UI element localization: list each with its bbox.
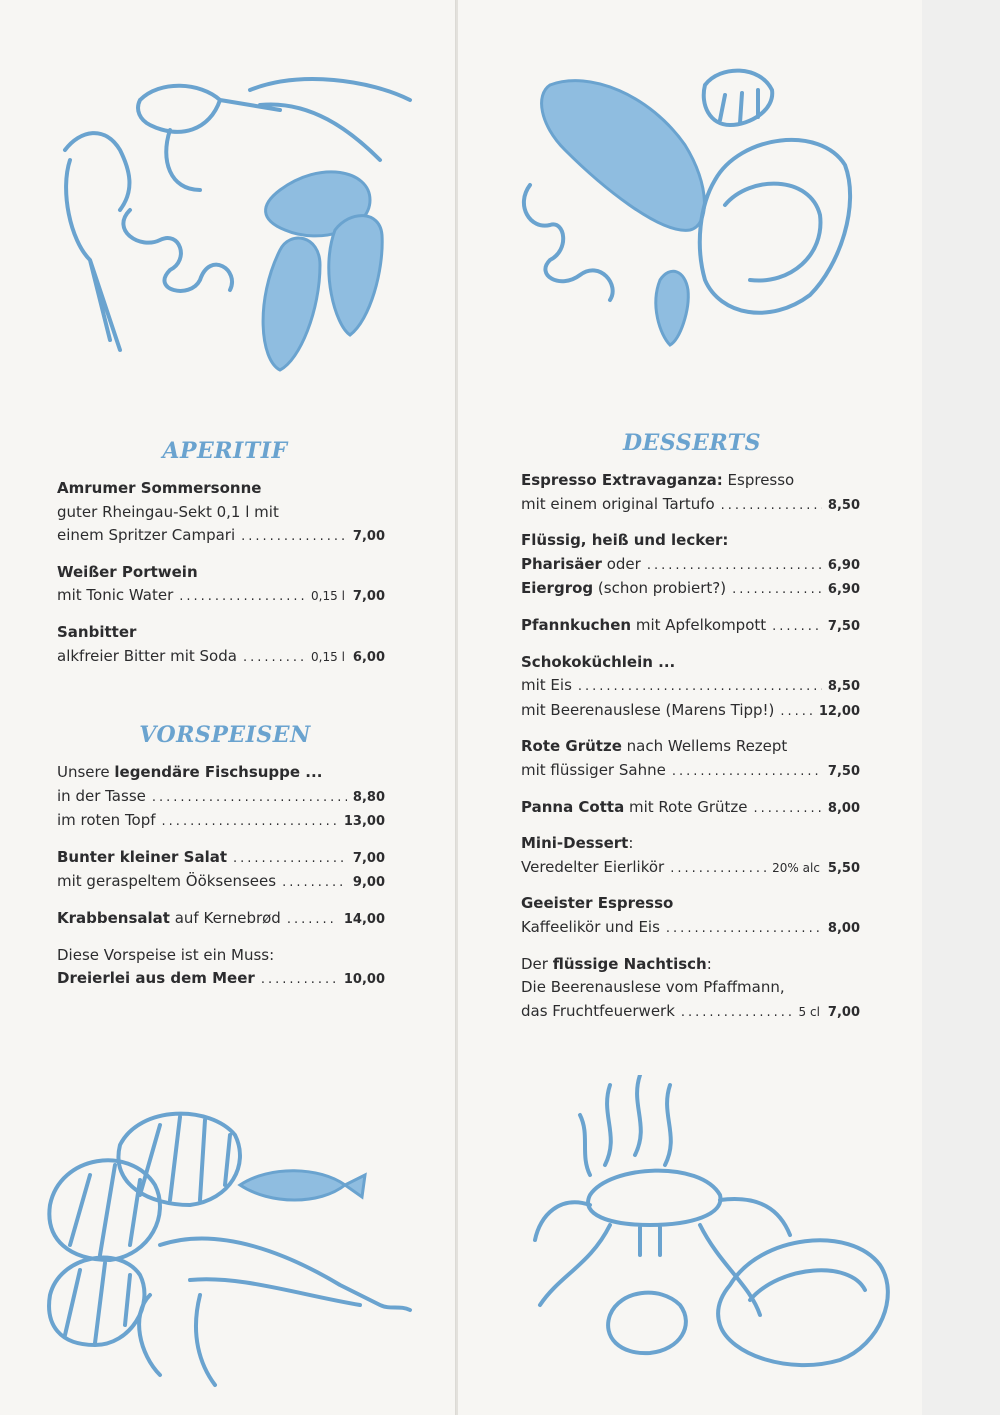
dot-leader [233,847,347,871]
dot-leader [672,760,822,784]
item-name: Geeister Espresso [521,894,674,913]
item-price: 6,90 [827,582,860,598]
item-text [57,846,227,870]
item-description: : [628,834,634,853]
dot-leader [162,810,338,834]
menu-line [57,907,385,932]
menu-item [57,477,385,549]
item-text [57,785,146,809]
item-price: 7,00 [352,850,385,866]
item-description: mit flüssiger Sahne [521,760,666,779]
menu-line [57,944,385,968]
item-description: guter Rheingau-Sekt 0,1 l mit [57,502,279,521]
menu-line [57,621,385,645]
dot-leader [721,494,822,518]
mussel-oyster-illustration [510,65,860,355]
item-name: Krabbensalat [57,908,170,927]
crab-clams-illustration [520,1075,900,1385]
item-name: legendäre Fischsuppe ... [114,763,323,781]
dot-leader [681,1001,793,1025]
menu-line [521,553,860,578]
dot-leader [780,700,812,724]
item-size: 0,15 l [311,649,345,664]
menu-line [521,699,860,724]
item-text [57,645,237,669]
dot-leader [287,908,338,932]
menu-item [521,651,860,724]
item-description: in der Tasse [57,786,146,805]
item-description: mit Beerenauslese (Marens Tipp!) [521,700,775,719]
menu-item [521,529,860,602]
menu-line [57,809,385,834]
dot-leader [670,857,766,881]
menu-line [57,645,385,670]
item-text [521,493,715,517]
aperitif-menu-list [57,477,385,681]
scallops-fish-prawn-illustration [40,1105,440,1395]
dot-leader [152,786,347,810]
item-text [521,699,774,723]
menu-item [57,761,385,834]
menu-line [57,477,385,501]
item-text [521,1000,675,1024]
item-description: Veredelter Eierlikör [521,857,665,876]
item-prefix: Der [521,954,553,973]
dot-leader [243,646,305,670]
item-description: mit Eis [521,676,572,695]
item-price: 7,00 [827,1004,860,1020]
menu-line [521,1000,860,1025]
item-text [521,856,664,880]
item-price: 8,00 [827,920,860,936]
item-description: nach Wellems Rezept [621,737,788,756]
item-name: Panna Cotta [521,797,625,816]
item-price: 9,00 [352,875,385,891]
menu-line [521,796,860,821]
item-description: Diese Vorspeise ist ein Muss: [57,945,275,964]
item-text [521,735,787,759]
item-text [521,469,794,493]
menu-line [57,561,385,585]
item-text [521,614,766,638]
item-text [521,953,712,977]
item-description: mit Rote Grütze [624,797,748,816]
item-text [57,967,255,991]
menu-line [521,529,860,553]
item-text [521,916,660,940]
item-text [521,832,633,856]
menu-item [521,735,860,783]
vorspeisen-menu-list [57,761,385,1004]
item-price: 6,90 [827,557,860,573]
item-text [57,584,173,608]
menu-line [521,614,860,639]
page-fold [456,0,458,1415]
item-description: einem Spritzer Campari [57,526,236,545]
item-price: 5,50 [827,860,860,876]
item-price: 8,80 [352,789,385,805]
item-price: 10,00 [343,972,385,988]
menu-line [57,967,385,992]
item-name: Mini-Dessert [521,834,629,853]
menu-line [57,785,385,810]
item-price: 8,50 [827,679,860,695]
item-description: mit Apfelkompott [631,615,767,634]
aperitif-title: APERITIF [162,438,288,464]
item-description: Die Beerenauslese vom Pfaffmann, [521,978,785,997]
menu-line [521,856,860,881]
item-description: Espresso [722,471,795,489]
menu-line [521,759,860,784]
item-price: 6,00 [352,649,385,665]
item-description: mit Tonic Water [57,586,174,605]
item-name: Pfannkuchen [521,615,632,634]
item-description: das Fruchtfeuerwerk [521,1001,675,1020]
dot-leader [261,968,338,992]
item-text [57,809,156,833]
item-description: Kaffeelikör und Eis [521,917,660,936]
item-description: mit einem original Tartufo [521,494,715,513]
item-text [521,577,726,601]
item-description: (schon probiert?) [593,579,727,598]
item-text [57,870,276,894]
item-price: 8,00 [827,800,860,816]
dot-leader [578,675,822,699]
item-name: Rote Grütze [521,737,622,756]
menu-line [521,953,860,977]
menu-item [521,953,860,1025]
item-name: flüssige Nachtisch [552,954,707,973]
item-size: 20% alc [772,860,820,875]
item-text [57,944,274,968]
dot-leader [732,578,822,602]
item-text [521,529,728,553]
item-name: Espresso Extravaganza: [521,471,723,489]
item-text [57,524,235,548]
dot-leader [772,615,822,639]
item-name: Sanbitter [57,622,137,641]
menu-item [521,469,860,517]
menu-item [57,907,385,932]
menu-item [521,614,860,639]
dot-leader [666,917,822,941]
menu-line [521,469,860,493]
menu-item [521,892,860,940]
item-name: Bunter kleiner Salat [57,847,228,866]
item-price: 7,50 [827,763,860,779]
item-text [521,674,572,698]
menu-line [521,651,860,675]
item-description: : [706,954,712,973]
menu-item [57,561,385,609]
menu-line [57,846,385,871]
item-text [57,561,198,585]
item-price: 13,00 [343,814,385,830]
item-text [521,976,785,1000]
menu-line [521,976,860,1000]
item-description: alkfreier Bitter mit Soda [57,646,237,665]
item-size: 0,15 l [311,589,345,604]
item-text [521,796,747,820]
item-description: im roten Topf [57,811,156,830]
dot-leader [179,585,305,609]
item-text [521,892,673,916]
item-name: Eiergrog [521,579,594,598]
item-name: Schokoküchlein ... [521,652,676,671]
menu-item [57,944,385,992]
item-price: 8,50 [827,497,860,513]
item-text [521,651,675,675]
item-price: 14,00 [343,911,385,927]
menu-line [521,832,860,856]
item-price: 7,50 [827,618,860,634]
dot-leader [647,554,822,578]
dot-leader [753,797,821,821]
menu-line [57,524,385,549]
item-prefix: Unsere [57,763,115,781]
item-description: auf Kernebrød [169,908,281,927]
dot-leader [241,525,347,549]
item-description: mit geraspeltem Ööksensees [57,872,277,891]
item-text [521,553,641,577]
desserts-menu-list [521,469,860,1036]
item-text [57,907,281,931]
item-name: Amrumer Sommersonne [57,479,262,497]
item-text [521,759,666,783]
item-text [57,501,279,525]
menu-item [521,796,860,821]
menu-line [521,892,860,916]
menu-item [57,621,385,669]
item-name: Dreierlei aus dem Meer [57,969,255,988]
item-text [57,761,322,785]
menu-line [521,577,860,602]
item-price: 7,00 [352,529,385,545]
item-price: 12,00 [818,703,860,719]
menu-item [57,846,385,895]
menu-line [521,674,860,699]
item-name: Pharisäer [521,554,602,573]
item-text [57,621,136,645]
menu-item [521,832,860,880]
item-text [57,477,261,501]
dot-leader [282,871,347,895]
vorspeisen-title: VORSPEISEN [139,722,311,748]
item-size: 5 cl [798,1004,820,1019]
menu-line [57,584,385,609]
item-price: 7,00 [352,589,385,605]
desserts-title: DESSERTS [622,430,762,456]
item-name: Weißer Portwein [57,562,198,581]
menu-line [521,916,860,941]
menu-line [57,761,385,785]
menu-line [521,493,860,518]
menu-line [57,870,385,895]
item-description: oder [601,554,641,573]
shrimp-mussels-illustration [50,70,420,380]
menu-line [57,501,385,525]
menu-line [521,735,860,759]
item-name: Flüssig, heiß und lecker: [521,531,729,550]
